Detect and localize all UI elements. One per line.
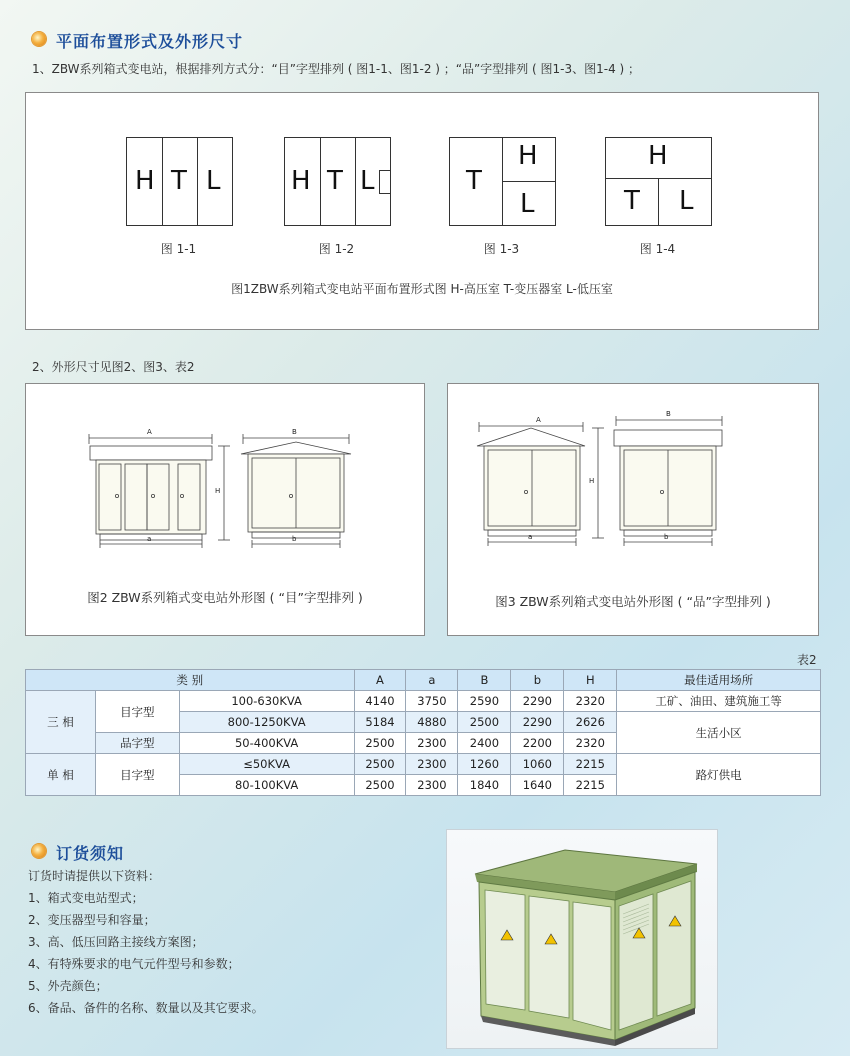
table-label: 表2 [797, 653, 817, 667]
value-H: 2320 [564, 691, 617, 712]
layout-cell-t: T [466, 166, 482, 196]
kva-cell: 50-400KVA [179, 733, 354, 754]
layout-diagram-1-4 [605, 137, 712, 226]
type-cell: 品字型 [95, 733, 179, 754]
use-cell: 路灯供电 [617, 754, 821, 796]
layout-diagram-1-3 [449, 137, 556, 226]
layout-cell-h: H [291, 166, 311, 196]
ordering-intro: 订货时请提供以下资料： [28, 869, 161, 883]
header-category: 类 别 [26, 670, 355, 691]
dim-label-b-lower: b [292, 535, 297, 543]
dim-label-h: H [215, 487, 221, 495]
layout-caption-1-1: 图 1-1 [160, 242, 197, 256]
list-item: 6、备品、备件的名称、数量以及其它要求。 [28, 1001, 264, 1015]
layout-cell-l: L [360, 166, 375, 196]
value-a: 4880 [406, 712, 458, 733]
dim-label-h: H [589, 477, 595, 485]
layout-figure-panel [25, 92, 819, 330]
type-cell: 目字型 [95, 754, 179, 796]
layout-cell-h: H [518, 141, 538, 171]
value-A: 2500 [354, 775, 406, 796]
figure2-panel [25, 383, 425, 636]
value-B: 2400 [458, 733, 511, 754]
value-b: 2290 [511, 712, 564, 733]
value-B: 1260 [458, 754, 511, 775]
list-item: 3、高、低压回路主接线方案图； [28, 935, 204, 949]
layout-figure-caption: 图1ZBW系列箱式变电站平面布置形式图 H-高压室 T-变压器室 L-低压室 [231, 282, 613, 296]
header-use: 最佳适用场所 [617, 670, 821, 691]
value-A: 5184 [354, 712, 406, 733]
value-H: 2320 [564, 733, 617, 754]
header-a: a [406, 670, 458, 691]
value-a: 2300 [406, 775, 458, 796]
value-A: 4140 [354, 691, 406, 712]
kva-cell: 800-1250KVA [179, 712, 354, 733]
list-item: 4、有特殊要求的电气元件型号和参数； [28, 957, 240, 971]
dim-label-b-upper: B [292, 428, 297, 436]
dim-label-b-lower: b [664, 533, 669, 541]
dim-label-a-lower: a [147, 535, 152, 543]
layout-cell-l: L [520, 189, 535, 219]
section-bullet-icon [32, 32, 46, 46]
figure3-caption: 图3 ZBW系列箱式变电站外形图 ( “品”字型排列 ) [495, 594, 771, 609]
table-row [26, 754, 821, 775]
value-a: 2300 [406, 754, 458, 775]
value-B: 2590 [458, 691, 511, 712]
header-H: H [564, 670, 617, 691]
dimension-table [25, 669, 821, 796]
dimension-intro-text: 2、外形尺寸见图2、图3、表2 [32, 360, 195, 374]
phase-cell: 单 相 [26, 754, 96, 796]
value-H: 2215 [564, 775, 617, 796]
value-a: 2300 [406, 733, 458, 754]
value-B: 2500 [458, 712, 511, 733]
dim-label-a-upper: A [536, 416, 541, 424]
section-title-ordering: 订货须知 [56, 844, 125, 863]
value-b: 1640 [511, 775, 564, 796]
dim-label-b-upper: B [666, 410, 671, 418]
phase-cell: 三 相 [26, 691, 96, 754]
value-H: 2626 [564, 712, 617, 733]
layout-cell-t: T [171, 166, 187, 196]
layout-cell-t: T [327, 166, 343, 196]
header-b: b [511, 670, 564, 691]
dim-label-a-upper: A [147, 428, 152, 436]
table-header-row [26, 670, 821, 691]
layout-cell-h: H [648, 141, 668, 171]
value-H: 2215 [564, 754, 617, 775]
value-b: 1060 [511, 754, 564, 775]
layout-cell-l: L [679, 186, 694, 216]
layout-caption-1-4: 图 1-4 [639, 242, 676, 256]
value-a: 3750 [406, 691, 458, 712]
table-row [26, 691, 821, 712]
list-item: 5、外壳颜色； [28, 979, 108, 993]
ordering-list [28, 887, 264, 1019]
value-A: 2500 [354, 733, 406, 754]
layout-caption-1-2: 图 1-2 [318, 242, 355, 256]
kva-cell: 100-630KVA [179, 691, 354, 712]
use-cell: 工矿、油田、建筑施工等 [617, 691, 821, 712]
value-b: 2290 [511, 691, 564, 712]
layout-cell-h: H [135, 166, 155, 196]
list-item: 1、箱式变电站型式； [28, 891, 144, 905]
layout-diagram-1-1 [126, 137, 233, 226]
kva-cell: ≤50KVA [179, 754, 354, 775]
layout-cell-l: L [206, 166, 221, 196]
value-b: 2200 [511, 733, 564, 754]
header-B: B [458, 670, 511, 691]
layout-intro-text: 1、ZBW系列箱式变电站，根据排列方式分：“目”字型排列 ( 图1-1、图1-2 ) ；“品”字型排列 ( 图1-3、图1-4 ) ； [32, 62, 641, 76]
layout-cell-t: T [624, 186, 640, 216]
figure2-caption: 图2 ZBW系列箱式变电站外形图 ( “目”字型排列 ) [87, 590, 363, 605]
list-item: 2、变压器型号和容量； [28, 913, 156, 927]
section-bullet-icon [32, 844, 46, 858]
figure3-panel [447, 383, 819, 636]
type-cell: 目字型 [95, 691, 179, 733]
section-title-layout: 平面布置形式及外形尺寸 [56, 32, 244, 51]
dim-label-a-lower: a [528, 533, 533, 541]
kva-cell: 80-100KVA [179, 775, 354, 796]
layout-diagram-1-2 [284, 137, 391, 226]
header-A: A [354, 670, 406, 691]
use-cell: 生活小区 [617, 712, 821, 754]
layout-caption-1-3: 图 1-3 [483, 242, 520, 256]
value-B: 1840 [458, 775, 511, 796]
substation-photo [446, 829, 718, 1049]
value-A: 2500 [354, 754, 406, 775]
